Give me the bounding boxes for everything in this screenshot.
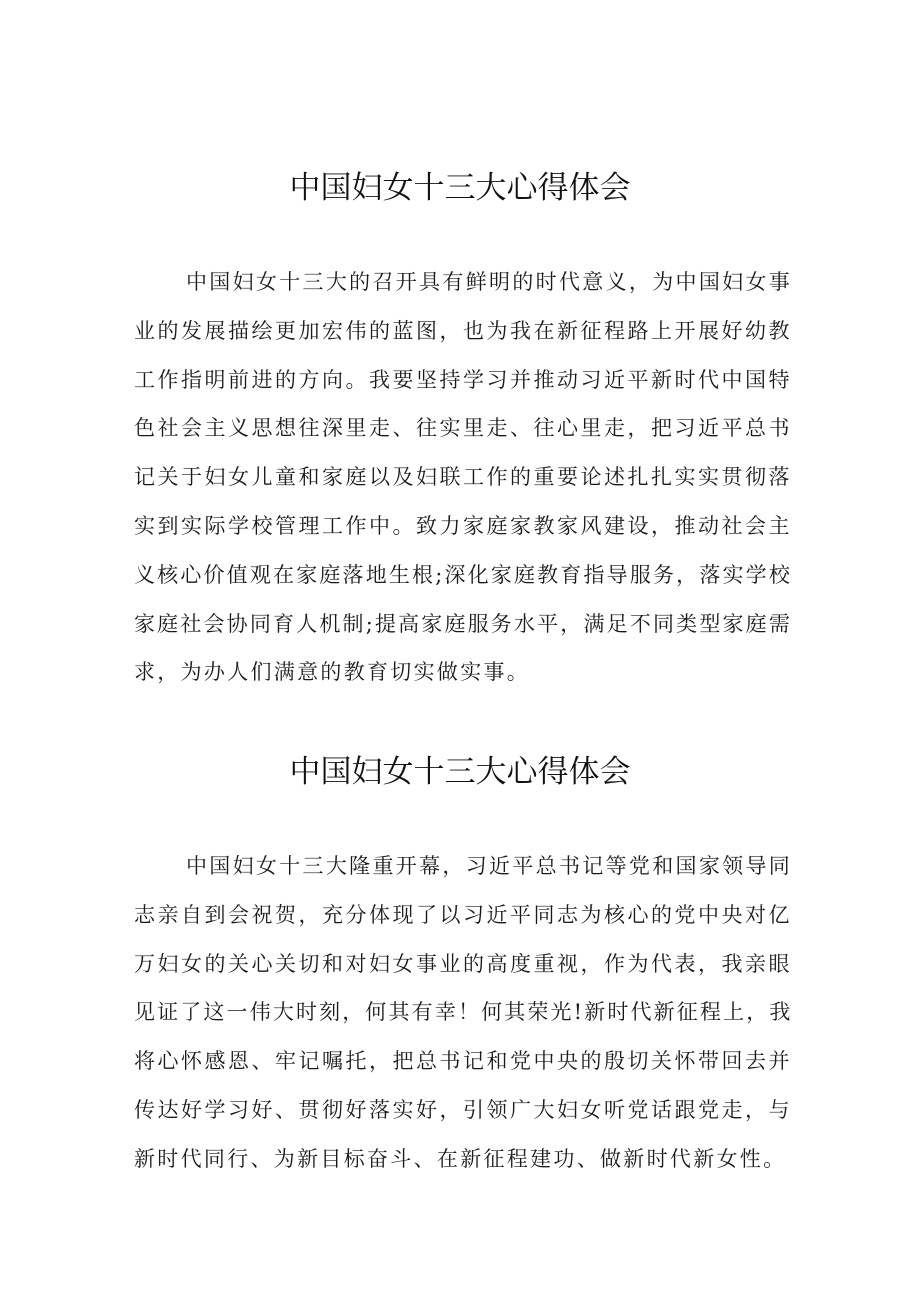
paragraph-line: 实到实际学校管理工作中。致力家庭家教家风建设，推动社会主 [134, 513, 792, 538]
paragraph-line: 业的发展描绘更加宏伟的蓝图，也为我在新征程路上开展好幼教 [134, 318, 792, 343]
paragraph-line: 色社会主义思想往深里走、往实里走、往心里走，把习近平总书 [134, 416, 792, 441]
paragraph-line: 工作指明前进的方向。我要坚持学习并推动习近平新时代中国特 [134, 367, 792, 392]
paragraph-line: 志亲自到会祝贺，充分体现了以习近平同志为核心的党中央对亿 [134, 902, 792, 927]
paragraph-line: 新时代同行、为新目标奋斗、在新征程建功、做新时代新女性。 [134, 1146, 787, 1171]
paragraph-line: 家庭社会协同育人机制;提高家庭服务水平，满足不同类型家庭需 [134, 611, 793, 636]
paragraph-line: 求，为办人们满意的教育切实做实事。 [134, 660, 531, 685]
section-body [134, 258, 792, 697]
paragraph-line: 中国妇女十三大的召开具有鲜明的时代意义，为中国妇女事 [186, 270, 793, 294]
section-body [134, 842, 792, 1184]
paragraph-line: 万妇女的关心关切和对妇女事业的高度重视，作为代表，我亲眼 [134, 951, 792, 976]
paragraph-line: 记关于妇女儿童和家庭以及妇联工作的重要论述扎扎实实贯彻落 [134, 465, 792, 490]
section-title: 中国妇女十三大心得体会 [289, 170, 631, 206]
paragraph-line: 中国妇女十三大隆重开幕，习近平总书记等党和国家领导同 [186, 854, 793, 878]
paragraph-line: 义核心价值观在家庭落地生根;深化家庭教育指导服务，落实学校 [134, 562, 793, 587]
paragraph-line: 见证了这一伟大时刻，何其有幸！何其荣光!新时代新征程上，我 [134, 1000, 793, 1025]
section-title: 中国妇女十三大心得体会 [289, 754, 631, 790]
paragraph-line: 传达好学习好、贯彻好落实好，引领广大妇女听党话跟党走，与 [134, 1097, 792, 1122]
paragraph-line: 将心怀感恩、牢记嘱托，把总书记和党中央的殷切关怀带回去并 [134, 1049, 792, 1074]
